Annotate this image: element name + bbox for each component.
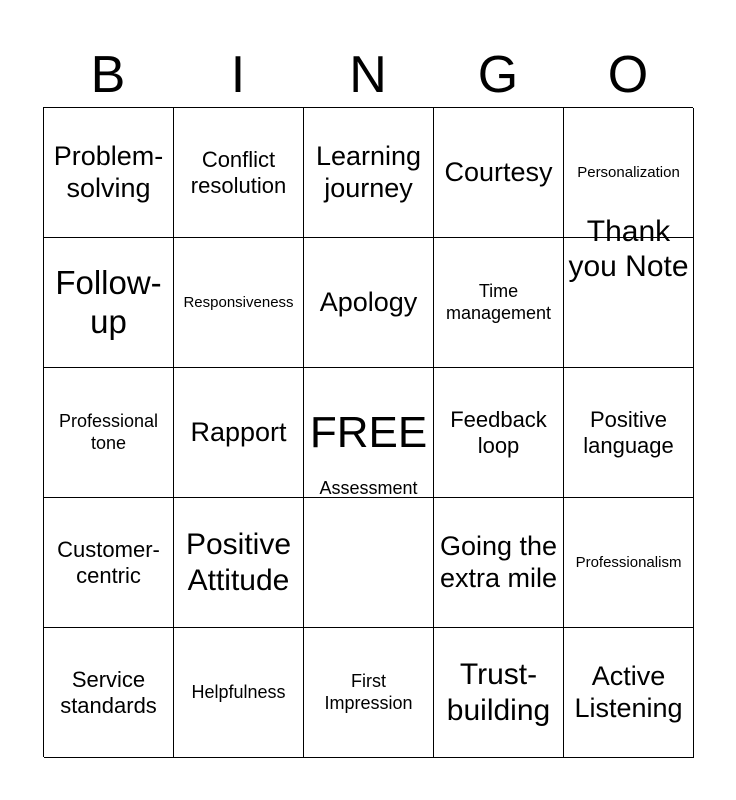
bingo-cell[interactable] bbox=[564, 368, 694, 498]
cell-text: Courtesy bbox=[444, 156, 553, 187]
bingo-cell[interactable] bbox=[564, 498, 694, 628]
bingo-cell[interactable] bbox=[44, 368, 174, 498]
cell-text: Learning journey bbox=[315, 140, 422, 203]
cell-text: Professionalism bbox=[575, 553, 682, 571]
bingo-cell[interactable] bbox=[434, 108, 564, 238]
header-letter-i: I bbox=[230, 46, 246, 104]
bingo-cell[interactable] bbox=[434, 238, 564, 368]
cell-text: First Impression bbox=[324, 671, 413, 713]
cell-text: FREE bbox=[309, 407, 428, 457]
bingo-header bbox=[43, 44, 693, 106]
cell-text: Professional tone bbox=[58, 411, 159, 453]
cell-text: Feedback loop bbox=[450, 406, 547, 458]
cell-text: Positive Attitude bbox=[185, 528, 292, 597]
cell-text: Time management bbox=[445, 281, 552, 323]
bingo-cell[interactable] bbox=[564, 628, 694, 758]
cell-text: Responsiveness bbox=[183, 293, 294, 311]
bingo-cell[interactable] bbox=[174, 108, 304, 238]
bingo-cell[interactable] bbox=[44, 628, 174, 758]
bingo-cell[interactable] bbox=[304, 628, 434, 758]
cell-text: Thank you Note bbox=[568, 215, 689, 284]
bingo-cell[interactable] bbox=[564, 215, 694, 368]
bingo-cell[interactable] bbox=[44, 108, 174, 238]
bingo-cell[interactable] bbox=[44, 238, 174, 368]
cell-text: Assessment bbox=[319, 478, 418, 498]
bingo-cell[interactable] bbox=[174, 628, 304, 758]
cell-text: Problem-solving bbox=[53, 140, 164, 203]
cell-text: Customer-centric bbox=[57, 536, 160, 588]
bingo-cell[interactable] bbox=[304, 108, 434, 238]
cell-text: Follow-up bbox=[55, 263, 162, 340]
cell-text: Personalization bbox=[577, 163, 680, 181]
cell-text: Positive language bbox=[583, 406, 674, 458]
header-letter-g: G bbox=[477, 46, 519, 104]
bingo-board bbox=[43, 107, 693, 757]
bingo-cell[interactable] bbox=[44, 498, 174, 628]
header-letter-n: N bbox=[349, 46, 387, 104]
cell-text: Trust-building bbox=[446, 658, 551, 727]
cell-text: Going the extra mile bbox=[439, 530, 558, 593]
cell-text: Service standards bbox=[60, 666, 157, 718]
cell-text: Helpfulness bbox=[191, 681, 286, 702]
bingo-cell[interactable] bbox=[434, 628, 564, 758]
header-letter-b: B bbox=[90, 46, 126, 104]
bingo-cell[interactable] bbox=[174, 368, 304, 498]
cell-text: Apology bbox=[319, 286, 418, 317]
header-letter-o: O bbox=[607, 46, 649, 104]
bingo-cell[interactable] bbox=[174, 238, 304, 368]
bingo-cell[interactable] bbox=[174, 498, 304, 628]
cell-text: Rapport bbox=[190, 416, 287, 447]
bingo-cell[interactable] bbox=[434, 498, 564, 628]
cell-text: Active Listening bbox=[574, 660, 683, 723]
cell-text: Conflict resolution bbox=[190, 146, 287, 198]
bingo-cell[interactable] bbox=[304, 238, 434, 368]
bingo-cell[interactable] bbox=[304, 478, 434, 628]
bingo-cell[interactable] bbox=[434, 368, 564, 498]
